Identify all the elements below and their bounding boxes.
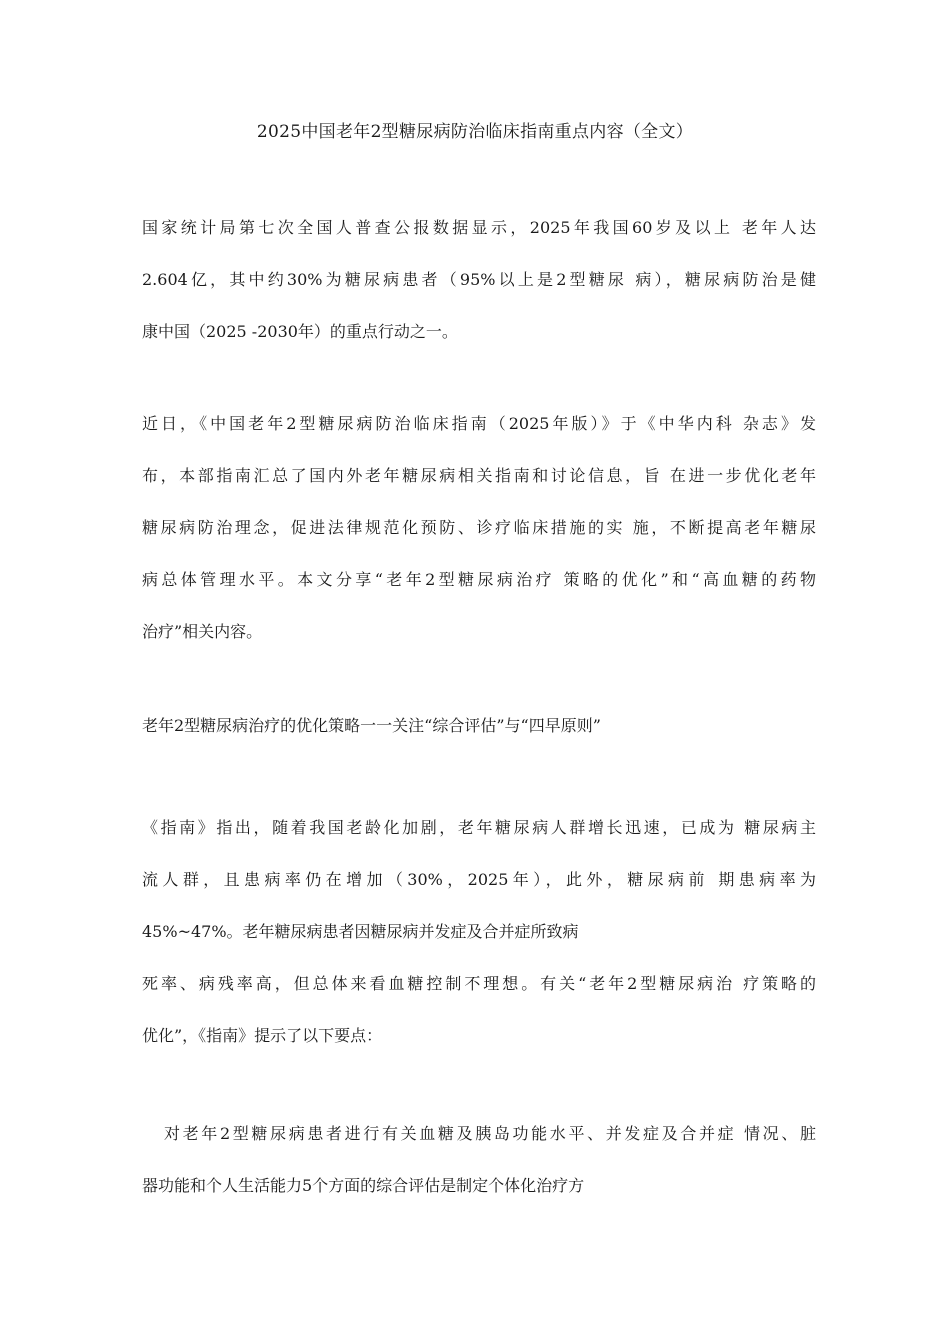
- paragraph-line: 优化”，《指南》提示了以下要点：: [142, 1026, 383, 1045]
- paragraph-line: 器功能和个人生活能力5个方面的综合评估是制定个体化治疗方: [142, 1176, 585, 1195]
- paragraph-line: 国家统计局第七次全国人普查公报数据显示，2025年我国60岁及以上 老年人达: [142, 218, 816, 237]
- paragraph-guideline-points: [142, 802, 816, 1062]
- paragraph-comprehensive-assessment: [142, 1108, 816, 1212]
- paragraph-line: 糖尿病防治理念，促进法律规范化预防、诊疗临床措施的实 施，不断提高老年糖尿: [142, 518, 816, 537]
- paragraph-line: 流人群，且患病率仍在增加（30%，2025年），此外，糖尿病前 期患病率为: [142, 870, 816, 889]
- paragraph-line: 病总体管理水平。本文分享“老年2型糖尿病治疗 策略的优化”和“高血糖的药物: [142, 570, 816, 589]
- section-heading: [142, 700, 816, 752]
- paragraph-line: 布，本部指南汇总了国内外老年糖尿病相关指南和讨论信息，旨 在进一步优化老年: [142, 466, 816, 485]
- paragraph-line: 45%~47%。老年糖尿病患者因糖尿病并发症及合并症所致病: [142, 922, 579, 941]
- paragraph-line: 2.604亿，其中约30%为糖尿病患者（95%以上是2型糖尿 病），糖尿病防治是健: [142, 270, 816, 289]
- section-heading-text: 老年2型糖尿病治疗的优化策略一一关注“综合评估”与“四早原则”: [142, 716, 601, 735]
- document-title: 2025中国老年2型糖尿病防治临床指南重点内容（全文）: [256, 122, 694, 142]
- paragraph-census-data: [142, 202, 816, 358]
- paragraph-line: 《指南》指出，随着我国老龄化加剧，老年糖尿病人群增长迅速，已成为 糖尿病主: [142, 818, 816, 837]
- paragraph-line: 治疗”相关内容。: [142, 622, 263, 641]
- paragraph-line: 死率、病残率高，但总体来看血糖控制不理想。有关“老年2型糖尿病治 疗策略的: [142, 974, 816, 993]
- paragraph-guideline-release: [142, 398, 816, 658]
- paragraph-line: 近日，《中国老年2型糖尿病防治临床指南（2025年版）》于《中华内科 杂志》发: [142, 414, 816, 433]
- paragraph-line: 康中国（2025 -2030年）的重点行动之一。: [142, 322, 458, 341]
- paragraph-line: 对老年2型糖尿病患者进行有关血糖及胰岛功能水平、并发症及合并症 情况、脏: [164, 1124, 816, 1143]
